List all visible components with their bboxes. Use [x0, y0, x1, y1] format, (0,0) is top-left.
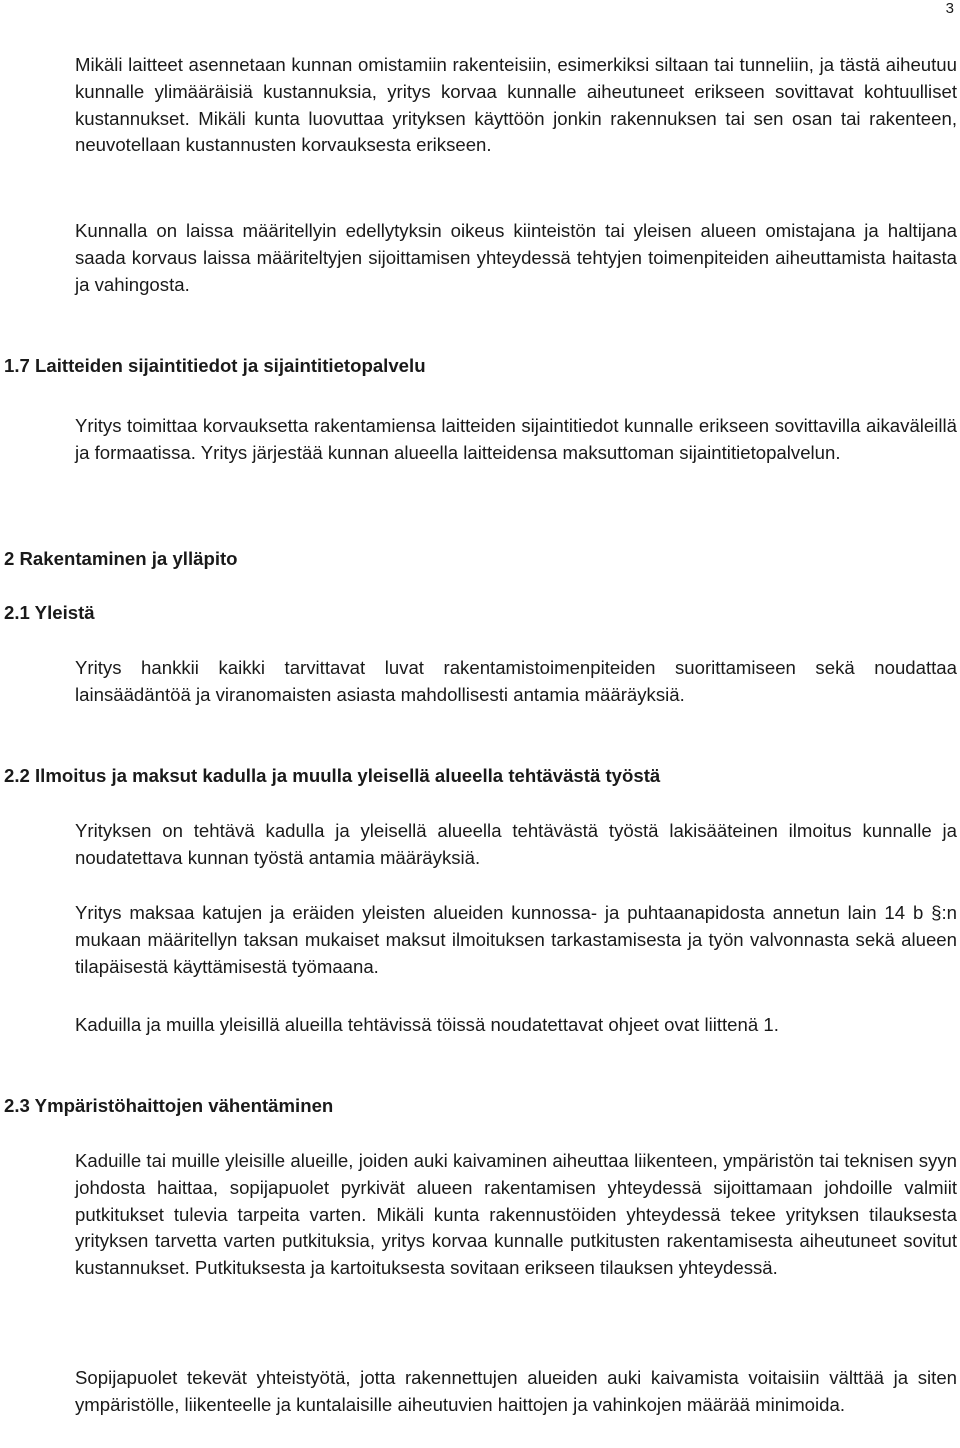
heading-2-1: 2.1 Yleistä	[4, 602, 95, 623]
paragraph-kunnan-korvausoikeus: Kunnalla on laissa määritellyin edellytyksin oikeus kiinteistön tai yleisen alueen omistajana ja haltijana saada korvaus laissa määriteltyjen sijoittamisen yhteydessä tehtyjen toimenpiteiden aiheuttamista haitasta ja vahingosta.	[75, 220, 957, 295]
paragraph-ilmoitus: Yrityksen on tehtävä kadulla ja yleisellä alueella tehtävästä työstä lakisääteinen ilmoitus kunnalle ja noudatettava kunnan työstä antamia määräyksiä.	[75, 820, 957, 868]
paragraph-laitteiden-asennus: Mikäli laitteet asennetaan kunnan omistamiin rakenteisiin, esimerkiksi siltaan tai tunneliin, ja tästä aiheutuu kunnalle ylimääräisiä kustannuksia, yritys korvaa kunnalle aiheutuneet erikseen sovittavat kohtuulliset kustannukset. Mikäli kunta luovuttaa yrityksen käyttöön jonkin rakennuksen tai sen osan tai rakenteen, neuvotellaan kustannusten korvauksesta erikseen.	[75, 54, 957, 156]
heading-2-2: 2.2 Ilmoitus ja maksut kadulla ja muulla yleisellä alueella tehtävästä työstä	[4, 765, 661, 786]
heading-2: 2 Rakentaminen ja ylläpito	[4, 548, 238, 569]
paragraph-sijaintitiedot: Yritys toimittaa korvauksetta rakentamiensa laitteiden sijaintitiedot kunnalle erikseen sovittavilla aikaväleillä ja formaatissa. Yritys järjestää kunnan alueella laitteidensa maksuttoman sijaintitietopalvelun.	[75, 415, 957, 463]
paragraph-maksut: Yritys maksaa katujen ja eräiden yleisten alueiden kunnossa- ja puhtaanapidosta annetun lain 14 b §:n mukaan määritellyn taksan mukaiset maksut ilmoituksen tarkastamisesta ja työn valvonnasta sekä alueen tilapäisestä käyttämisestä työmaana.	[75, 902, 957, 977]
paragraph-ohjeet: Kaduilla ja muilla yleisillä alueilla tehtävissä töissä noudatettavat ohjeet ovat liittenä 1.	[75, 1014, 779, 1035]
heading-1-7: 1.7 Laitteiden sijaintitiedot ja sijaintitietopalvelu	[4, 355, 426, 376]
heading-2-3: 2.3 Ympäristöhaittojen vähentäminen	[4, 1095, 334, 1116]
paragraph-luvat: Yritys hankkii kaikki tarvittavat luvat rakentamistoimenpiteiden suorittamiseen sekä noudattaa lainsäädäntöä ja viranomaisten asiasta mahdollisesti antamia määräyksiä.	[75, 657, 957, 705]
page-number: 3	[945, 0, 954, 17]
paragraph-yhteistyo: Sopijapuolet tekevät yhteistyötä, jotta rakennettujen alueiden auki kaivamista voitaisiin välttää ja siten ympäristölle, liikenteelle ja kuntalaisille aiheutuvien haittojen ja vahinkojen määrää minimoida.	[75, 1367, 957, 1415]
paragraph-putkitukset: Kaduille tai muille yleisille alueille, joiden auki kaivaminen aiheuttaa liikenteen, ympäristön tai teknisen syyn johdosta haittaa, sopijapuolet pyrkivät alueen rakentamisen yhteydessä sijoittamaan johdoille valmiit putkitukset tulevia tarpeita varten. Mikäli kunta rakennustöiden yhteydessä tekee yrityksen tilauksesta yrityksen tarvetta varten putkituksia, yritys korvaa kunnalle putkitusten rakentamisesta aiheutuneet sovitut kustannukset. Putkituksesta ja kartoituksesta sovitaan erikseen tilauksen yhteydessä.	[75, 1150, 957, 1279]
